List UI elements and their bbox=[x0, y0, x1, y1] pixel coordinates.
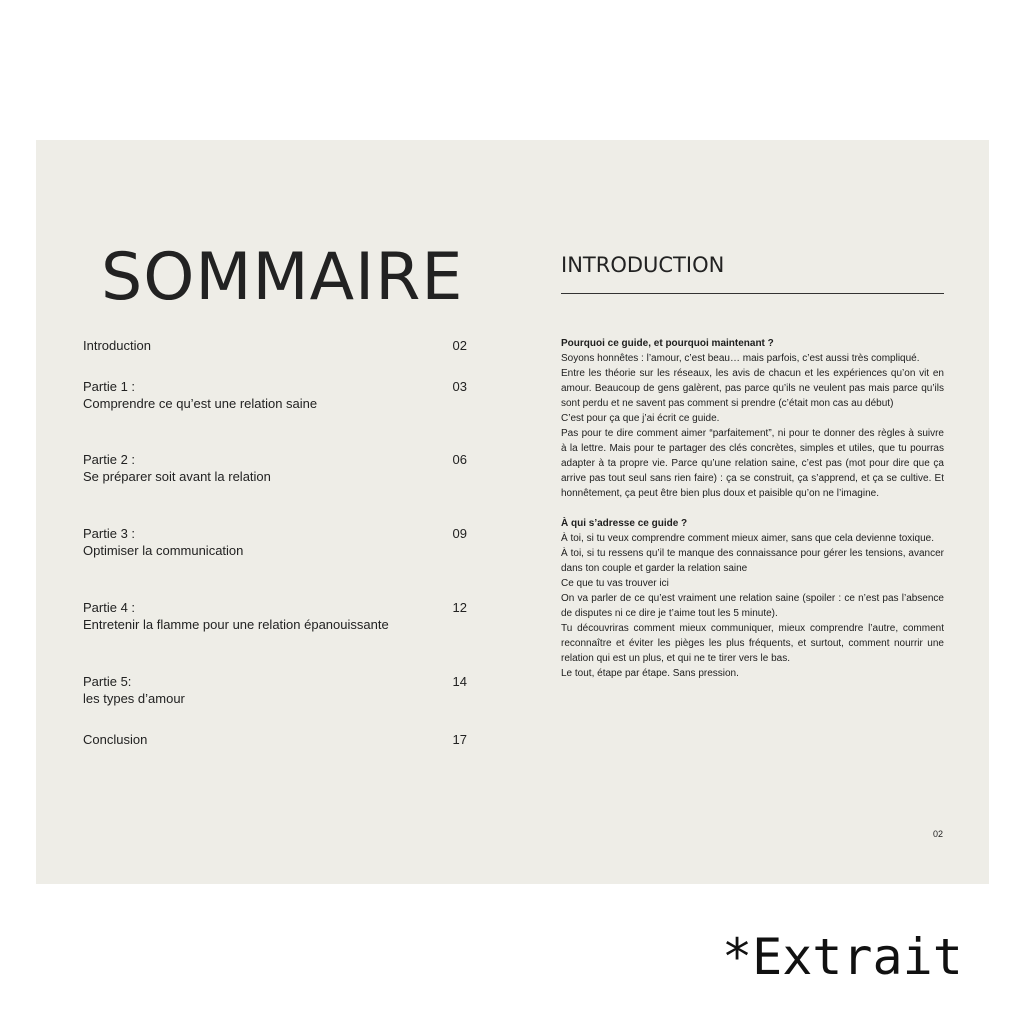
toc-item-subtitle: Entretenir la flamme pour une relation épanouissante bbox=[83, 617, 389, 632]
toc-item-page: 02 bbox=[452, 338, 467, 353]
toc-item-page: 03 bbox=[452, 379, 467, 394]
intro-title: INTRODUCTION bbox=[561, 253, 725, 277]
toc-item-label: Partie 5: bbox=[83, 674, 132, 689]
intro-paragraph: Soyons honnêtes : l’amour, c’est beau… mais parfois, c’est aussi très compliqué. bbox=[561, 353, 920, 364]
toc-item-label: Conclusion bbox=[83, 732, 148, 747]
toc-item-partie-1 bbox=[83, 378, 467, 412]
toc-item-subtitle: les types d’amour bbox=[83, 691, 185, 706]
intro-paragraph: C’est pour ça que j’ai écrit ce guide. bbox=[561, 413, 720, 424]
paragraph-gap bbox=[561, 501, 944, 516]
toc-item-label: Partie 3 : bbox=[83, 526, 136, 541]
toc-item-subtitle: Comprendre ce qu’est une relation saine bbox=[83, 396, 318, 411]
toc-item-page: 12 bbox=[452, 600, 467, 615]
toc-item-partie-5 bbox=[83, 673, 467, 707]
toc-item-label: Introduction bbox=[83, 338, 151, 353]
page-number: 02 bbox=[933, 829, 944, 839]
toc-item-subtitle: Se préparer soit avant la relation bbox=[83, 469, 271, 484]
book-spread bbox=[36, 140, 989, 884]
toc-item-page: 06 bbox=[452, 452, 467, 467]
intro-paragraph: Le tout, étape par étape. Sans pression. bbox=[561, 668, 739, 679]
intro-paragraph: Pas pour te dire comment aimer “parfaitement”, ni pour te donner des règles à suivre à la lettre. Mais pour te partager des clés concrètes, simples et utiles, que tu pourras adapter à ta propre vie. Parce qu’une relation saine, c’est pas (mot pour dire que ça arrive pas tout seul sans rien faire) : ça se construit, ça s’apprend, et ça se cultive. Et honnêtement, ça peut être bien plus doux et paisible qu’on ne l’imagine. bbox=[561, 428, 944, 499]
toc-title: SOMMAIRE bbox=[101, 240, 464, 315]
toc-item-label: Partie 4 : bbox=[83, 600, 136, 615]
intro-paragraph: À toi, si tu ressens qu’il te manque des connaissance pour gérer les tensions, avancer dans ton couple et garder la relation saine bbox=[561, 548, 944, 574]
toc-item-label: Partie 2 : bbox=[83, 452, 136, 467]
toc-item-page: 14 bbox=[452, 674, 467, 689]
intro-body bbox=[561, 336, 944, 681]
toc-item-partie-2 bbox=[83, 451, 467, 485]
intro-paragraph: Tu découvriras comment mieux communiquer, mieux comprendre l’autre, comment reconnaître et éviter les pièges les plus fréquents, et surtout, comment nourrir une relation qui est un plus, et qui ne te tirer vers le bas. bbox=[561, 623, 944, 664]
intro-paragraph: Ce que tu vas trouver ici bbox=[561, 578, 669, 589]
intro-question-why: Pourquoi ce guide, et pourquoi maintenant ? bbox=[561, 338, 774, 349]
toc-item-subtitle: Optimiser la communication bbox=[83, 543, 244, 558]
toc-item-page: 09 bbox=[452, 526, 467, 541]
intro-paragraph: On va parler de ce qu’est vraiment une relation saine (spoiler : ce n’est pas l’absence de disputes ni ce dire je t’aime tout les 5 minute). bbox=[561, 593, 944, 619]
title-divider bbox=[561, 293, 944, 294]
toc-item-conclusion bbox=[83, 731, 467, 748]
toc-item-partie-3 bbox=[83, 525, 467, 559]
toc-item-page: 17 bbox=[452, 732, 467, 747]
toc-item-introduction bbox=[83, 337, 467, 354]
toc-item-partie-4 bbox=[83, 599, 467, 633]
toc-item-label: Partie 1 : bbox=[83, 379, 136, 394]
intro-paragraph: Entre les théorie sur les réseaux, les avis de chacun et les expériences qu’on vit en amour. Beaucoup de gens galèrent, pas parce qu’ils ne veulent pas mais parce qu’ils sont perdu et ne savent pas comment si prendre (c’était mon cas au début) bbox=[561, 368, 944, 409]
extrait-label: *Extrait bbox=[722, 928, 963, 986]
intro-paragraph: À toi, si tu veux comprendre comment mieux aimer, sans que cela devienne toxique. bbox=[561, 533, 934, 544]
intro-question-who: À qui s’adresse ce guide ? bbox=[561, 518, 688, 529]
